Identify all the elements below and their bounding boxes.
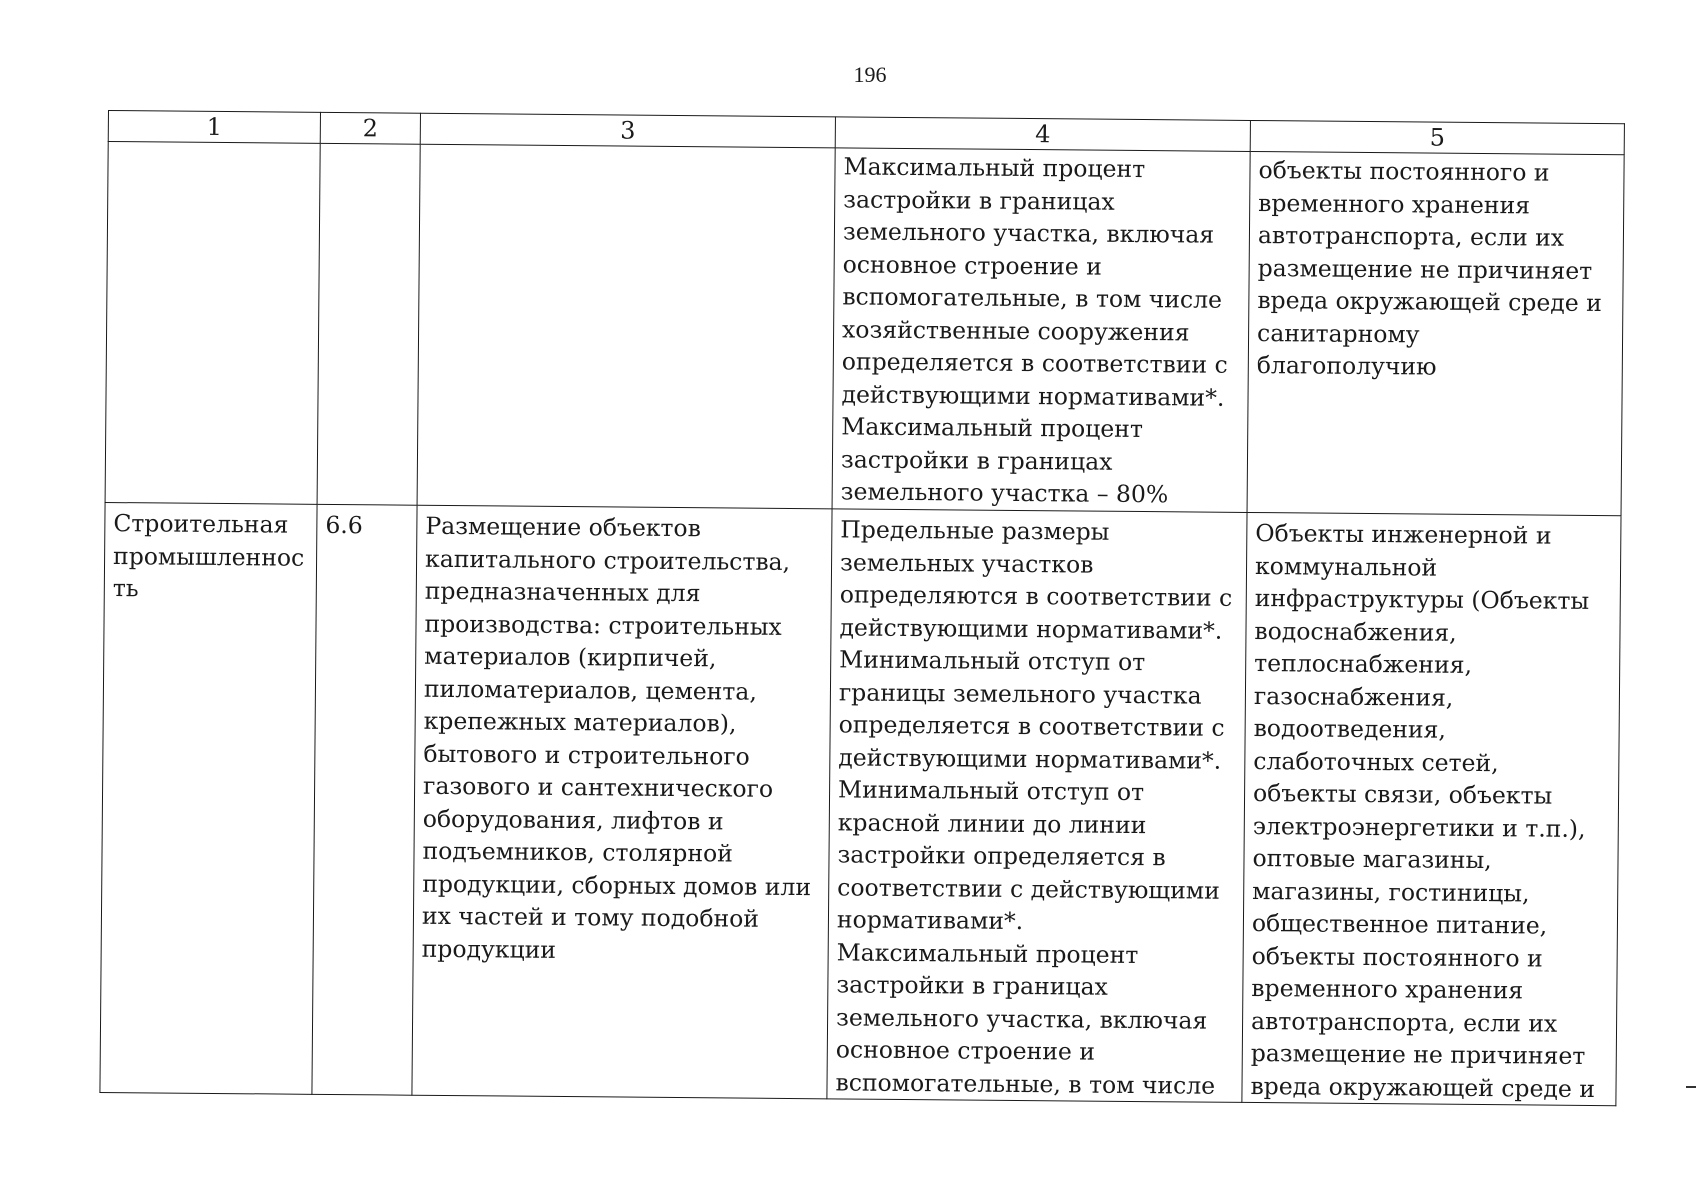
table-row [105, 142, 1624, 516]
description-text: Размещение объектов капитального строительства, предназначенных для производства: строительных материалов (кирпичей, пиломатериалов, цемента, крепежных материалов), бытового и строительного газового и сантехнического оборудования, лифтов и подъемников, столярной продукции, сборных домов или их частей и тому подобной продукции [421, 511, 812, 964]
margin-mark [1686, 1086, 1696, 1088]
code-text: 6.6 [325, 510, 363, 540]
column-header-4: 4 [835, 117, 1250, 152]
cell-parameters [827, 509, 1247, 1103]
cell-name [100, 502, 317, 1094]
column-header-3: 3 [420, 113, 835, 148]
description-text [429, 147, 829, 150]
code-text [329, 146, 414, 147]
cell-code [312, 504, 417, 1095]
cell-name [105, 142, 320, 505]
parameters-text: Максимальный процент застройки в границах земельного участка, включая основное строение и вспомогательные, в том числе хозяйственные сооружения определяется в соответствии с действующими нормативами*. Максимальный процент застройки в границах земельного участка – 80% [840, 152, 1228, 509]
cell-parameters [832, 148, 1250, 513]
name-text: Строительная промышленнос ть [112, 509, 305, 603]
column-header-2: 2 [320, 112, 420, 144]
page-number: 196 [853, 62, 887, 87]
cell-objects [1247, 151, 1624, 515]
cell-description [412, 505, 832, 1099]
table-row [100, 502, 1621, 1105]
column-header-5: 5 [1250, 120, 1624, 154]
objects-text: Объекты инженерной и коммунальной инфраструктуры (Объекты водоснабжения, теплоснабжения, газоснабжения, водоотведения, слаботочных сетей, объекты связи, объекты электроэнергетики и т.п.), оптовые магазины, магазины, гостиницы, общественное питание, объекты постоянного и временного хранения автотранспорта, если их размещение не причиняет вреда окружающей среде и [1250, 519, 1596, 1103]
cell-code [317, 143, 420, 505]
regulations-table [99, 110, 1625, 1106]
cell-objects [1242, 512, 1621, 1105]
column-header-1: 1 [108, 111, 320, 144]
parameters-text: Предельные размеры земельных участков определяются в соответствии с действующими нормативами*. Минимальный отступ от границы земельного участка определяется в соответствии с действующими нормативами*. Минимальный отступ от красной линии до линии застройки определяется в соответствии с действующими нормативами*. Максимальный процент застройки в границах земельного участка, включая основное строение и вспомогательные, в том числе [835, 515, 1233, 1100]
objects-text: объекты постоянного и временного хранения автотранспорта, если их размещение не причиняет вреда окружающей среде и санитарному благополучию [1256, 156, 1602, 381]
cell-description [417, 144, 835, 509]
name-text [117, 144, 314, 146]
